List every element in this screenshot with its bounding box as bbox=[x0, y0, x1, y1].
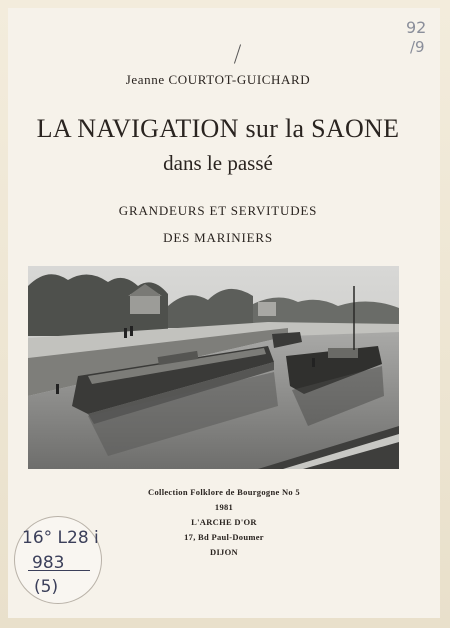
publication-year: 1981 bbox=[214, 502, 234, 512]
publisher-name: L'ARCHE D'OR bbox=[191, 517, 257, 527]
subtitle-line-1: GRANDEURS ET SERVITUDES bbox=[118, 203, 318, 218]
subtitle-line-2: DES MARINIERS bbox=[163, 230, 273, 245]
canal-barges-photo bbox=[28, 266, 399, 469]
corner-note-bottom: /9 bbox=[410, 38, 425, 56]
shelfmark-line-3: (5) bbox=[34, 577, 59, 597]
shelfmark-line-1: 16° L28 i bbox=[22, 528, 99, 548]
publisher-address: 17, Bd Paul-Doumer bbox=[184, 532, 264, 542]
title-line-2: dans le passé bbox=[163, 151, 273, 175]
publisher-city: DIJON bbox=[210, 547, 238, 557]
author-name: Jeanne COURTOT-GUICHARD bbox=[125, 72, 311, 87]
shelfmark-line-2: 983 bbox=[32, 553, 65, 573]
pencil-mark bbox=[234, 44, 241, 63]
corner-note-top: 92 bbox=[406, 18, 427, 37]
title-line-1: LA NAVIGATION sur la SAONE bbox=[36, 114, 400, 143]
collection-line: Collection Folklore de Bourgogne No 5 bbox=[148, 487, 300, 497]
cover-photograph bbox=[28, 266, 399, 469]
cover-sheet bbox=[8, 8, 440, 618]
